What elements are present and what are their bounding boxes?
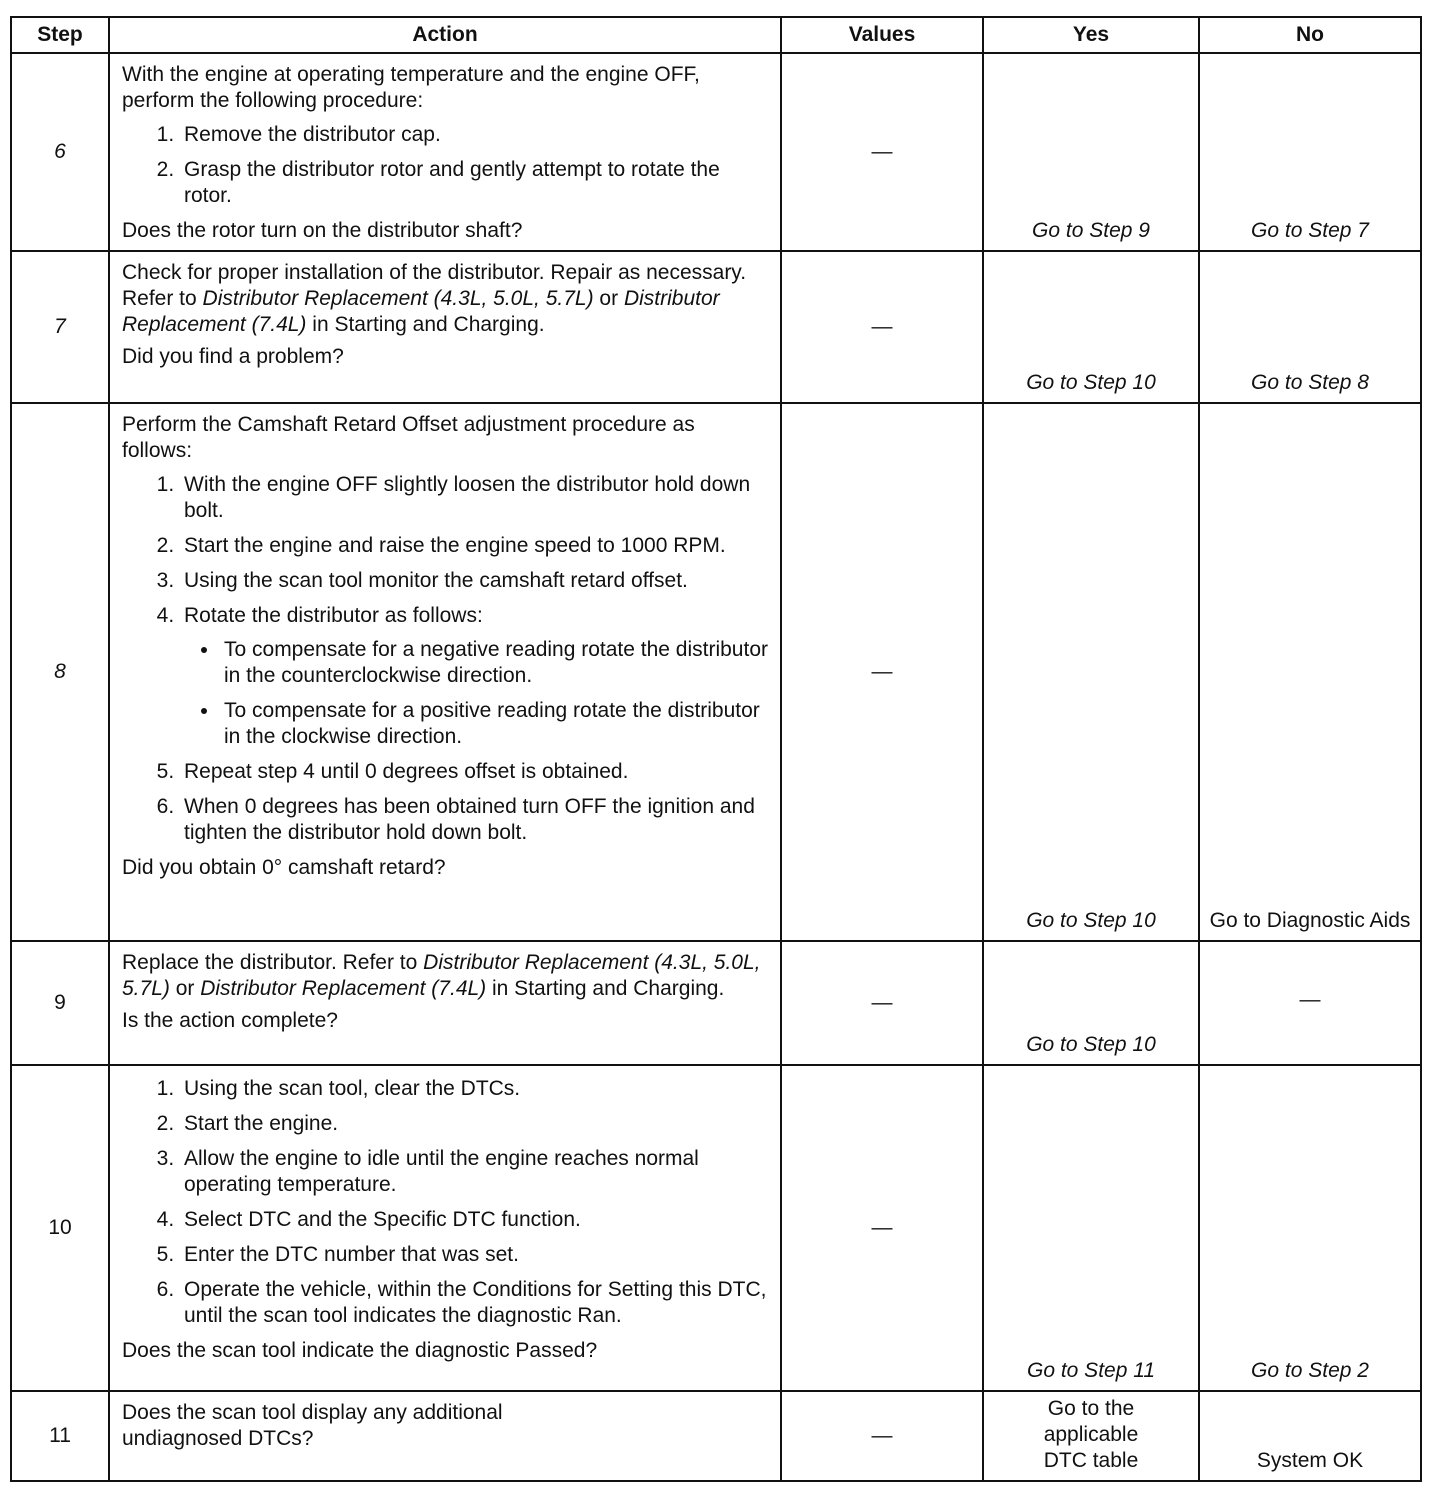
action-cell: [109, 1065, 781, 1391]
bullet-item: • To compensate for a positive reading rotate the distributor in the clockwise direction.: [220, 698, 770, 750]
table-row: [11, 251, 1421, 403]
list-item: 1. Using the scan tool, clear the DTCs.: [180, 1076, 770, 1102]
table-row: [11, 1391, 1421, 1481]
list-item: 6. Operate the vehicle, within the Conditions for Setting this DTC, until the scan tool indicates the diagnostic Ran.: [180, 1277, 770, 1329]
values-cell: —: [781, 1065, 983, 1391]
list-item: 1. With the engine OFF slightly loosen the distributor hold down bolt.: [180, 472, 770, 524]
diagnostic-table: [10, 16, 1422, 1482]
header-action: Action: [109, 17, 781, 53]
header-no: No: [1199, 17, 1421, 53]
action-intro: Perform the Camshaft Retard Offset adjustment procedure as follows:: [122, 413, 695, 462]
yes-cell: Go to Step 10: [983, 403, 1199, 941]
step-number: 6: [11, 53, 109, 251]
table-row: [11, 403, 1421, 941]
table-row: [11, 53, 1421, 251]
text-segment: in Starting and Charging.: [306, 313, 545, 336]
action-cell: [109, 403, 781, 941]
list-item: 2. Grasp the distributor rotor and gently attempt to rotate the rotor.: [180, 157, 770, 209]
step-number: 10: [11, 1065, 109, 1391]
action-question: Does the scan tool indicate the diagnostic Passed?: [122, 1339, 598, 1362]
yes-cell: Go to Step 10: [983, 251, 1199, 403]
no-cell: Go to Step 8: [1199, 251, 1421, 403]
action-question: Does the scan tool display any additional undiagnosed DTCs?: [122, 1401, 503, 1450]
sub-bullets: [184, 637, 770, 750]
step-number: 7: [11, 251, 109, 403]
reference-link-text: Distributor Replacement (7.4L): [200, 977, 487, 1000]
yes-cell: Go to Step 9: [983, 53, 1199, 251]
text-segment: Replace the distributor. Refer to: [122, 951, 424, 974]
list-item: 6. When 0 degrees has been obtained turn OFF the ignition and tighten the distributor hold down bolt.: [180, 794, 770, 846]
action-steps: [122, 472, 770, 846]
list-item: 3. Using the scan tool monitor the camshaft retard offset.: [180, 568, 770, 594]
action-intro: [122, 950, 770, 1002]
step-number: 9: [11, 941, 109, 1065]
action-steps: [122, 1076, 770, 1329]
text-segment: Check for proper installation of the distributor. Repair as necessary. Refer to: [122, 261, 747, 310]
action-cell: [109, 53, 781, 251]
action-cell: [109, 251, 781, 403]
action-intro: [122, 260, 770, 338]
header-yes: Yes: [983, 17, 1199, 53]
yes-cell: Go to the applicable DTC table: [983, 1391, 1199, 1481]
no-cell: Go to Step 2: [1199, 1065, 1421, 1391]
values-cell: —: [781, 1391, 983, 1481]
text-segment: or: [169, 977, 201, 1000]
list-item: 2. Start the engine.: [180, 1111, 770, 1137]
table-row: [11, 1065, 1421, 1391]
step-number: 11: [11, 1391, 109, 1481]
action-cell: [109, 941, 781, 1065]
list-item: [180, 603, 770, 750]
values-cell: —: [781, 941, 983, 1065]
list-item: 2. Start the engine and raise the engine speed to 1000 RPM.: [180, 533, 770, 559]
reference-link-text: Distributor Replacement (7.4L): [122, 287, 720, 336]
header-row: [11, 17, 1421, 53]
bullet-item: • To compensate for a negative reading rotate the distributor in the counterclockwise direction.: [220, 637, 770, 689]
no-cell: Go to Step 7: [1199, 53, 1421, 251]
list-item: 5. Repeat step 4 until 0 degrees offset is obtained.: [180, 759, 770, 785]
action-question: Is the action complete?: [122, 1009, 338, 1032]
action-intro: With the engine at operating temperature and the engine OFF, perform the following procedure:: [122, 63, 700, 112]
reference-link-text: Distributor Replacement (4.3L, 5.0L, 5.7L): [122, 951, 761, 1000]
reference-link-text: Distributor Replacement (4.3L, 5.0L, 5.7L): [202, 287, 594, 310]
no-cell: Go to Diagnostic Aids: [1199, 403, 1421, 941]
text-segment: in Starting and Charging.: [486, 977, 725, 1000]
list-item: 5. Enter the DTC number that was set.: [180, 1242, 770, 1268]
text-segment: or: [593, 287, 624, 310]
table-row: [11, 941, 1421, 1065]
list-item: 4. Select DTC and the Specific DTC function.: [180, 1207, 770, 1233]
action-cell: [109, 1391, 781, 1481]
action-question: Did you find a problem?: [122, 345, 344, 368]
yes-cell: Go to Step 10: [983, 941, 1199, 1065]
list-item-text: Rotate the distributor as follows:: [184, 604, 483, 627]
action-question: Did you obtain 0° camshaft retard?: [122, 856, 446, 879]
values-cell: —: [781, 251, 983, 403]
step-number: 8: [11, 403, 109, 941]
values-cell: —: [781, 403, 983, 941]
list-item: 3. Allow the engine to idle until the engine reaches normal operating temperature.: [180, 1146, 770, 1198]
header-values: Values: [781, 17, 983, 53]
no-cell: System OK: [1199, 1391, 1421, 1481]
yes-cell: Go to Step 11: [983, 1065, 1199, 1391]
header-step: Step: [11, 17, 109, 53]
list-item: 1. Remove the distributor cap.: [180, 122, 770, 148]
action-steps: [122, 122, 770, 209]
action-question: Does the rotor turn on the distributor shaft?: [122, 219, 523, 242]
no-cell: —: [1199, 941, 1421, 1065]
values-cell: —: [781, 53, 983, 251]
